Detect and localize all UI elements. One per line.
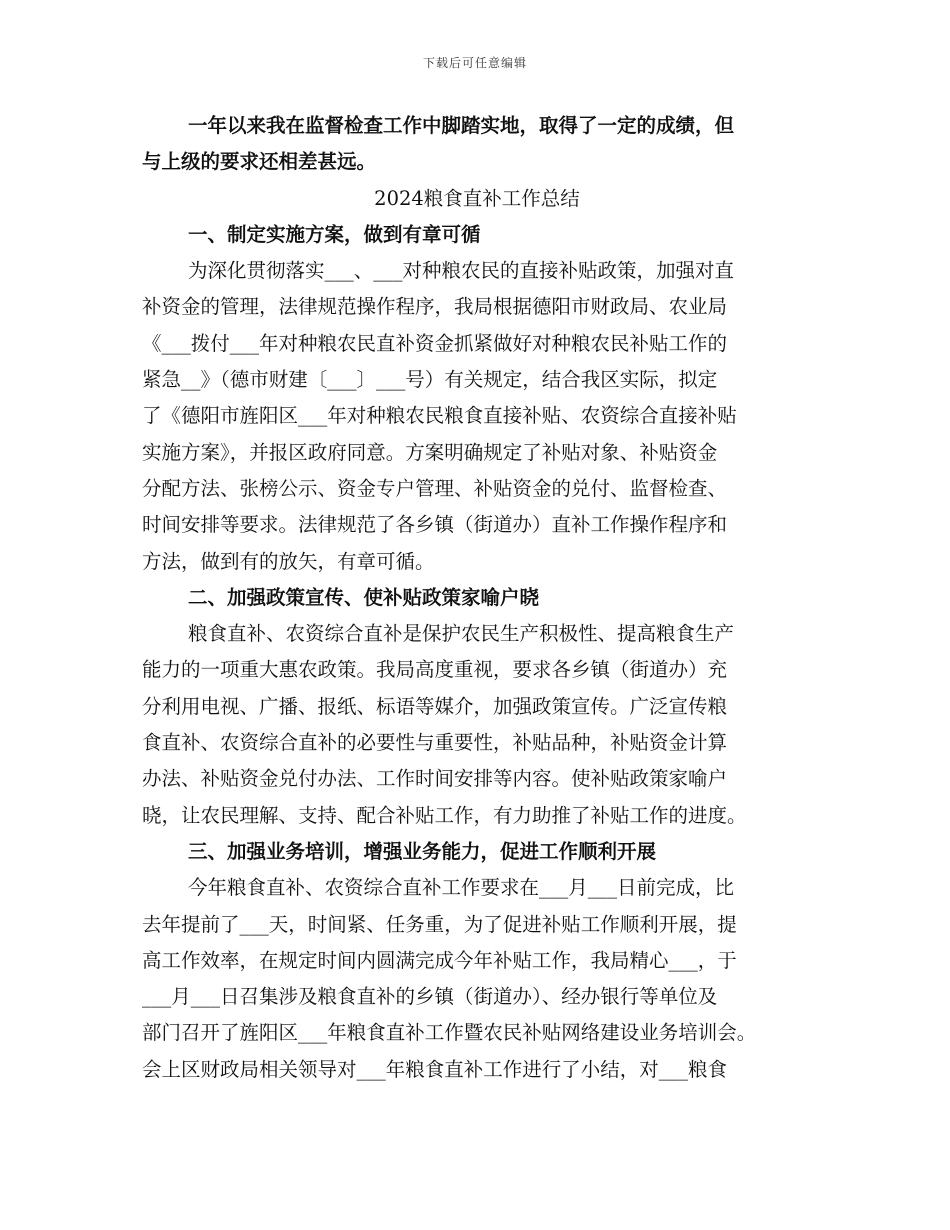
- paragraph-line: 了《德阳市旌阳区___年对种粮农民粮食直接补贴、农资综合直接补贴: [142, 404, 737, 428]
- document-title: 2024粮食直补工作总结: [374, 186, 580, 210]
- paragraph-line: 会上区财政局相关领导对___年粮食直补工作进行了小结，对___粮食: [142, 1057, 728, 1081]
- page-header: 下载后可任意编辑: [422, 56, 527, 70]
- paragraph-line: 实施方案》，并报区政府同意。方案明确规定了补贴对象、补贴资金: [142, 440, 718, 464]
- paragraph-line: ___月___日召集涉及粮食直补的乡镇（街道办）、经办银行等单位及: [142, 985, 718, 1009]
- document-body: [142, 108, 812, 1088]
- paragraph-line: 一年以来我在监督检查工作中脚踏实地，取得了一定的成绩，但: [188, 114, 735, 137]
- paragraph-line: 今年粮食直补、农资综合直补工作要求在___月___日前完成，比: [188, 876, 735, 900]
- paragraph-line: 补资金的管理，法律规范操作程序，我局根据德阳市财政局、农业局: [142, 295, 728, 319]
- paragraph-line: 食直补、农资综合直补的必要性与重要性，补贴品种，补贴资金计算: [142, 731, 728, 755]
- paragraph-line: 方法，做到有的放矢，有章可循。: [142, 549, 435, 573]
- paragraph-line: 分利用电视、广播、报纸、标语等媒介，加强政策宣传。广泛宣传粮: [142, 694, 728, 718]
- paragraph-line: 与上级的要求还相差甚远。: [142, 150, 377, 174]
- paragraph-line: 时间安排等要求。法律规范了各乡镇（街道办）直补工作操作程序和: [142, 513, 728, 537]
- section-heading: 二、加强政策宣传、使补贴政策家喻户晓: [188, 585, 540, 609]
- paragraph-line: 高工作效率，在规定时间内圆满完成今年补贴工作，我局精心___，于: [142, 948, 737, 972]
- paragraph-line: 办法、补贴资金兑付办法、工作时间安排等内容。使补贴政策家喻户: [142, 767, 728, 791]
- paragraph-line: 能力的一项重大惠农政策。我局高度重视，要求各乡镇（街道办）充: [142, 658, 728, 682]
- paragraph-line: 部门召开了旌阳区___年粮食直补工作暨农民补贴网络建设业务培训会。: [142, 1021, 757, 1045]
- paragraph-line: 晓，让农民理解、支持、配合补贴工作，有力助推了补贴工作的进度。: [142, 803, 747, 827]
- paragraph-line: 分配方法、张榜公示、资金专户管理、补贴资金的兑付、监督检查、: [142, 476, 728, 500]
- paragraph-line: 为深化贯彻落实___、___对种粮农民的直接补贴政策，加强对直: [188, 259, 735, 283]
- paragraph-line: 《___拨付___年对种粮农民直补资金抓紧做好对种粮农民补贴工作的: [142, 331, 728, 355]
- paragraph-line: 粮食直补、农资综合直补是保护农民生产积极性、提高粮食生产: [188, 622, 735, 646]
- section-heading: 三、加强业务培训，增强业务能力，促进工作顺利开展: [188, 839, 657, 863]
- section-heading: 一、制定实施方案，做到有章可循: [188, 222, 481, 246]
- paragraph-line: 去年提前了___天，时间紧、任务重，为了促进补贴工作顺利开展，提: [142, 912, 737, 936]
- paragraph-line: 紧急__》（德市财建〔___〕___号）有关规定，结合我区实际，拟定: [142, 368, 718, 392]
